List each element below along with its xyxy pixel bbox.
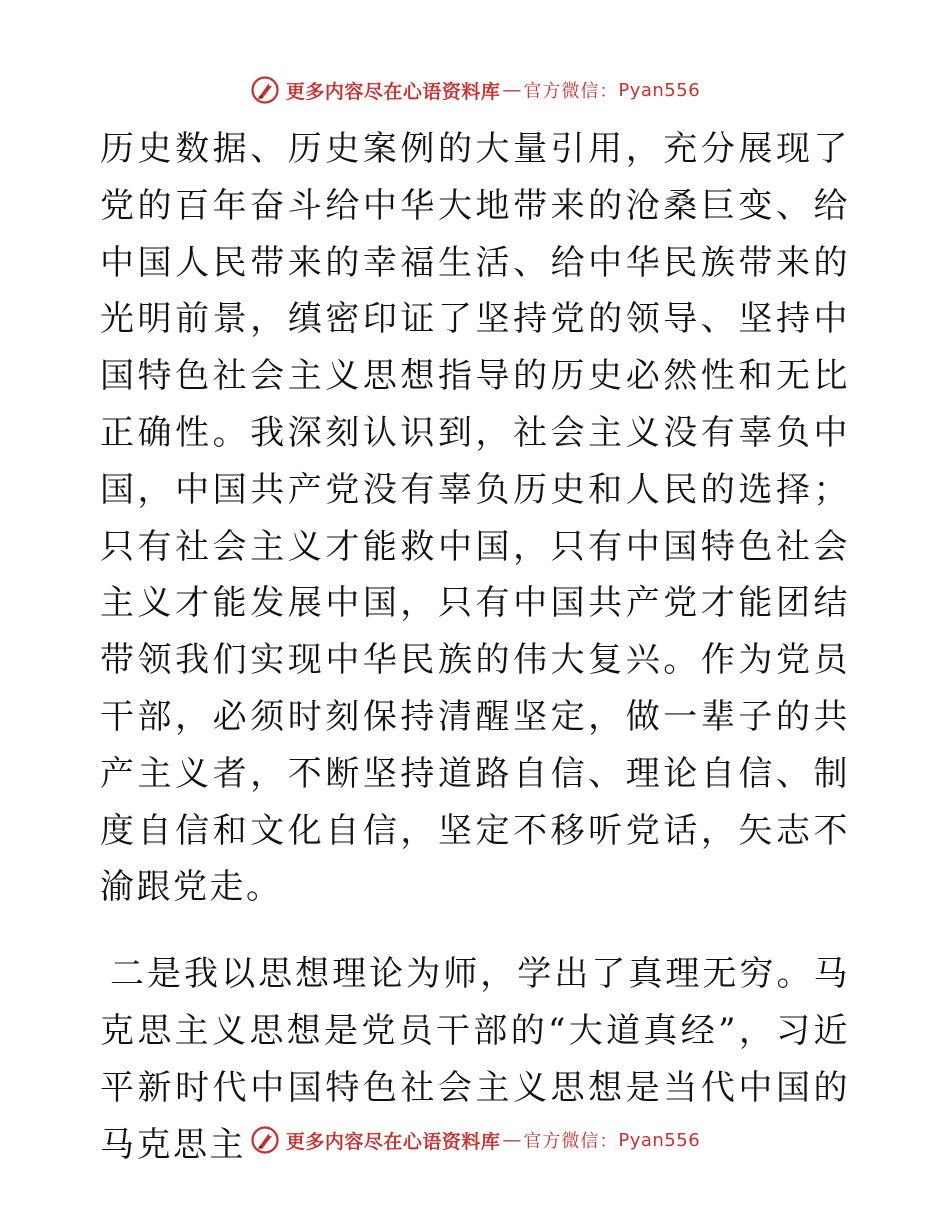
footer-brand-text: 更多内容尽在心语资料库	[285, 1130, 501, 1153]
footer-wechat-label: 官方微信：	[523, 1131, 619, 1152]
document-body	[100, 121, 850, 1173]
header-separator: —	[502, 79, 522, 101]
footer-separator: —	[502, 1129, 522, 1151]
pen-nib-logo-icon	[250, 1125, 280, 1155]
body-paragraph-1: 历史数据、历史案例的大量引用，充分展现了党的百年奋斗给中华大地带来的沧桑巨变、给中国人民带来的幸福生活、给中华民族带来的光明前景，缜密印证了坚持党的领导、坚持中国特色社会主义思想指导的历史必然性和无比正确性。我深刻认识到，社会主义没有辜负中国，中国共产党没有辜负历史和人民的选择；只有社会主义才能救中国，只有中国特色社会主义才能发展中国，只有中国共产党才能团结带领我们实现中华民族的伟大复兴。作为党员干部，必须时刻保持清醒坚定，做一辈子的共产主义者，不断坚持道路自信、理论自信、制度自信和文化自信，坚定不移听党话，矢志不渝跟党走。	[100, 129, 850, 908]
header-brand-text: 更多内容尽在心语资料库	[285, 80, 501, 103]
header-wechat-label: 官方微信：	[523, 81, 619, 102]
footer-wechat-id: Pyan556	[618, 1129, 701, 1151]
pen-nib-logo-icon	[250, 75, 280, 105]
body-paragraph-2: 二是我以思想理论为师，学出了真理无穷。马克思主义思想是党员干部的“大道真经”，习近平新时代中国特色社会主义思想是当代中国的马克思主	[100, 954, 850, 1165]
footer-banner	[0, 1120, 950, 1160]
header-wechat-id: Pyan556	[618, 79, 701, 101]
header-banner	[0, 70, 950, 110]
